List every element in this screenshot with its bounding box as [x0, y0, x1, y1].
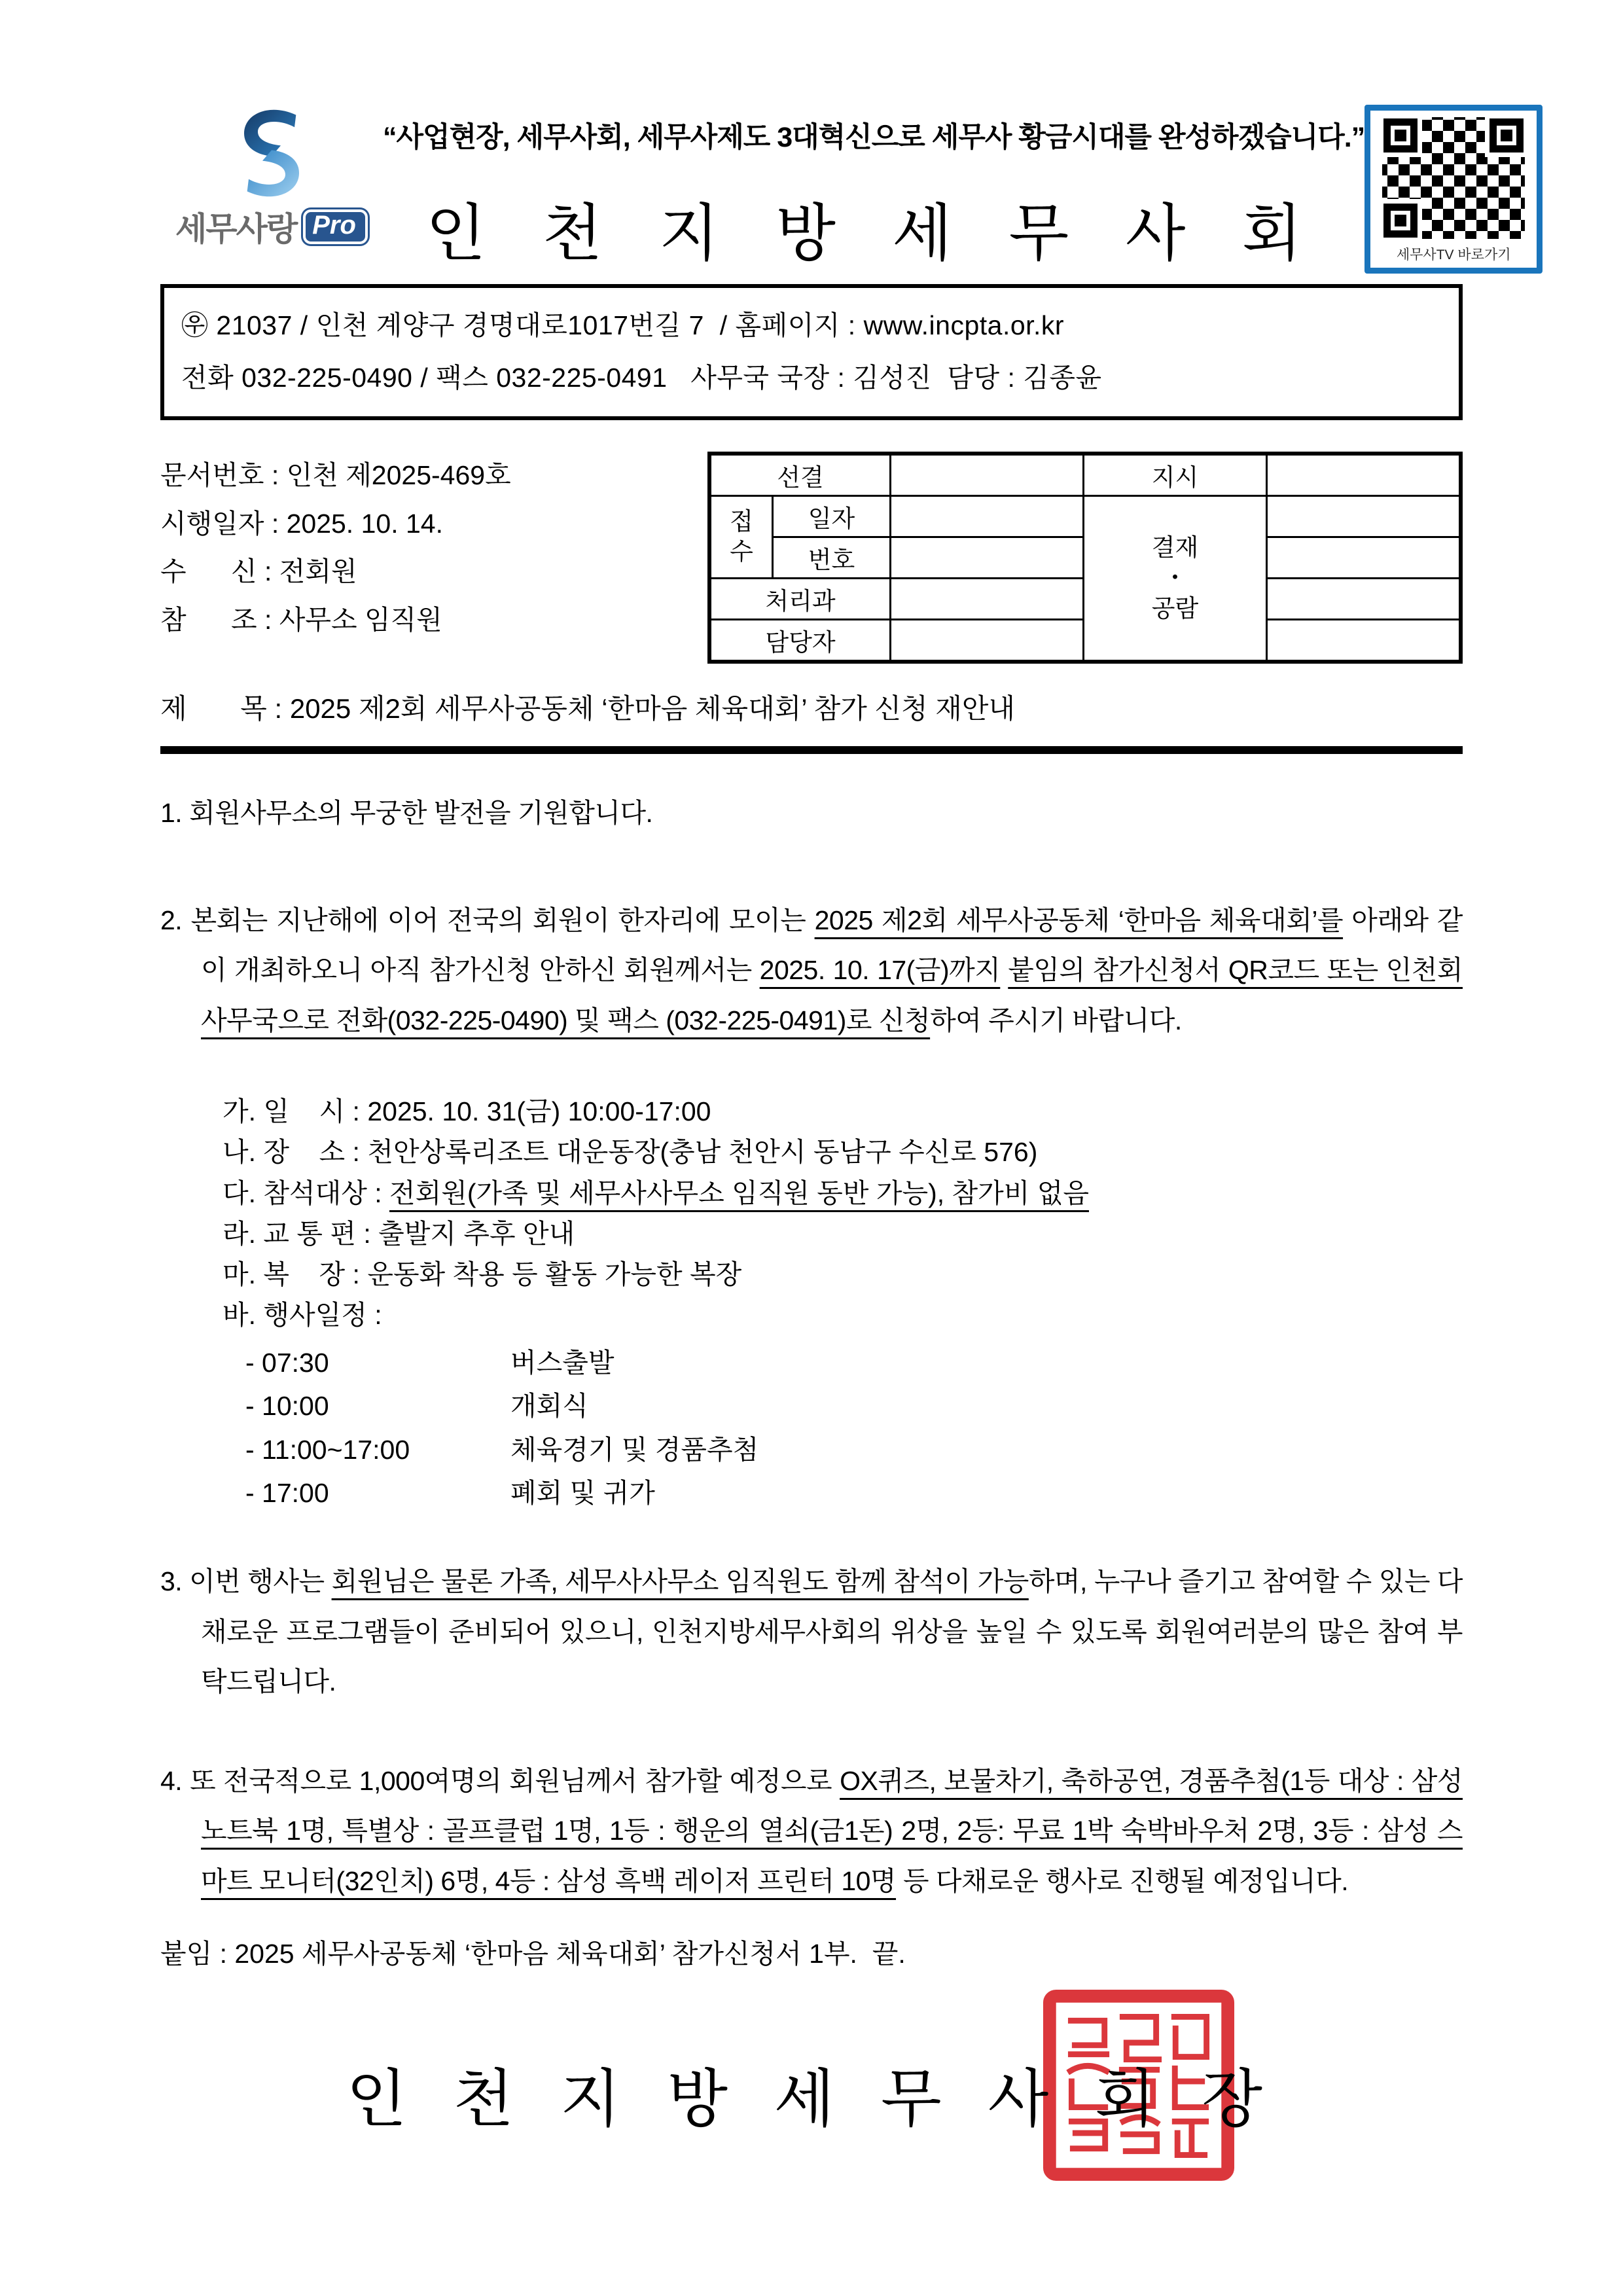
qr-code	[1382, 117, 1525, 239]
list-item-label: 바. 행사일정 :	[223, 1300, 382, 1331]
paragraph-3-text: 하며, 누구나 즐기고 참여할 수 있는 다채로운 프로그램들이 준비되어 있으니, 인천지방세무사회의 위상을 높일 수 있도록 회원여러분의 많은 참여 부탁드립니다.	[201, 1566, 1463, 1696]
approval-cell-empty	[1267, 454, 1461, 496]
approval-cell-empty	[1267, 537, 1461, 578]
approval-label-gyeoljae-gongnam	[1084, 495, 1267, 662]
approval-dot: ・	[1163, 564, 1187, 592]
doc-number-line: 문서번호 : 인천 제2025-469호	[160, 459, 511, 490]
header-title-block	[383, 98, 1364, 273]
slogan-text: “사업현장, 세무사회, 세무사제도 3대혁신으로 세무사 황금시대를 완성하겠습니다.”	[383, 122, 1365, 153]
approval-cell-empty	[1267, 495, 1461, 537]
approval-label-jeop: 접	[730, 508, 753, 535]
list-item-label: 다. 참석대상 :	[223, 1177, 389, 1208]
contact-phone-line: 전화 032-225-0490 / 팩스 032-225-0491 사무국 국장 : 김성진 담당 : 김종윤	[181, 362, 1102, 393]
paragraph-2-text: 하여 주시기 바랍니다.	[930, 1005, 1182, 1035]
qr-finder-icon	[1489, 118, 1524, 152]
semusarang-logo	[160, 107, 383, 250]
paragraph-2-underlined: 2025. 10. 17(금)까지	[759, 955, 1001, 986]
schedule-row	[245, 1428, 1463, 1471]
logo-wordmark	[160, 203, 383, 250]
approval-cell-empty	[1267, 619, 1461, 662]
schedule-event: 버스출발	[510, 1347, 615, 1378]
paragraph-3	[160, 1556, 1463, 1706]
approval-cell-empty	[891, 619, 1084, 662]
list-item-value-underlined: 전회원(가족 및 세무사사무소 임직원 동반 가능), 참가비 없음	[389, 1177, 1089, 1208]
approval-cell-empty	[891, 537, 1084, 578]
official-seal-stamp	[1042, 1987, 1236, 2183]
schedule-list	[245, 1341, 1463, 1515]
paragraph-4-underlined: OX퀴즈, 보물차기, 축하공연, 경품추첨(1등 대상 : 삼성노트북 1명, 특별상 : 골프클럽 1명, 1등 : 행운의 열쇠(금1돈) 2명, 2등: 무료 1박 숙박바우처 2명, 3등 : 삼성 스마트 모니터(32인치) 6명, 4등 : 삼성 흑백 레이저 프린터 10명	[201, 1766, 1463, 1896]
paragraph-1: 1. 회원사무소의 무궁한 발전을 기원합니다.	[160, 797, 653, 828]
contact-info-box	[160, 284, 1463, 420]
list-item-place	[223, 1132, 1463, 1172]
schedule-event: 체육경기 및 경품추첨	[510, 1434, 759, 1465]
list-item-label: 마. 복 장 :	[223, 1259, 368, 1290]
paragraph-3-text: 3. 이번 행사는	[160, 1566, 332, 1597]
list-item-label: 가. 일 시 :	[223, 1096, 368, 1126]
document-meta-row	[160, 452, 1463, 664]
schedule-time: - 17:00	[245, 1477, 329, 1508]
approval-label-jisi: 지시	[1084, 454, 1267, 496]
approval-cell-empty	[1267, 578, 1461, 619]
schedule-event: 폐회 및 귀가	[510, 1477, 655, 1508]
qr-code-box	[1364, 105, 1543, 274]
approval-label-seongyeol: 선결	[709, 454, 891, 496]
logo-pro-badge: Pro	[303, 209, 368, 244]
paragraph-2-text: 아래와 같이 개최하오니 아직 참가신청 안하신 회원께서는	[201, 905, 1463, 986]
approval-label-gongnam: 공람	[1151, 594, 1199, 622]
list-item-label: 나. 장 소 :	[223, 1137, 368, 1168]
subject-label: 제 목 :	[160, 692, 290, 724]
list-item-value: 천안상록리조트 대운동장(충남 천안시 동남구 수신로 576)	[367, 1137, 1038, 1168]
paragraph-3-underlined: 회원님은 물론 가족, 세무사사무소 임직원도 함께 참석이 가능	[331, 1566, 1029, 1597]
paragraph-4	[160, 1756, 1463, 1906]
schedule-row	[245, 1471, 1463, 1515]
approval-label-gyeoljae: 결재	[1151, 534, 1199, 561]
organization-title: 인 천 지 방 세 무 사 회	[425, 199, 1322, 268]
approval-label-ilja: 일자	[773, 495, 891, 537]
approval-cell-empty	[891, 454, 1084, 496]
subject-line	[160, 687, 1463, 726]
schedule-time: - 10:00	[245, 1391, 329, 1422]
logo-brand-text: 세무사랑	[175, 211, 297, 247]
approval-label-beonho: 번호	[773, 537, 891, 578]
paragraph-4-text: 등 다채로운 행사로 진행될 예정입니다.	[896, 1865, 1349, 1896]
doc-recipient-line: 수 신 : 전회원	[160, 556, 357, 587]
approval-label-su: 수	[730, 538, 753, 565]
doc-date-line: 시행일자 : 2025. 10. 14.	[160, 508, 443, 539]
paragraph-2-underlined: 붙임의 참가신청서 QR코드 또는 인천회 사무국으로 전화(032-225-0490) 및 팩스 (032-225-0491)로 신청	[201, 955, 1463, 1035]
qr-finder-icon	[1383, 204, 1418, 238]
list-item-schedule-header	[223, 1295, 1463, 1335]
contact-address-line: ㉾ 21037 / 인천 계양구 경명대로1017번길 7 / 홈페이지 : www.incpta.or.kr	[181, 310, 1065, 340]
list-item-value: 2025. 10. 31(금) 10:00-17:00	[367, 1096, 711, 1126]
paragraph-4-text: 4. 또 전국적으로 1,000여명의 회원님께서 참가할 예정으로	[160, 1766, 840, 1797]
attachment-note: 붙임 : 2025 세무사공동체 ‘한마음 체육대회’ 참가신청서 1부. 끝.	[160, 1938, 906, 1969]
approval-cell-empty	[891, 495, 1084, 537]
list-item-dress	[223, 1254, 1463, 1295]
list-item-transport	[223, 1213, 1463, 1254]
schedule-event: 개회식	[510, 1391, 588, 1422]
approval-stamp-table	[707, 452, 1463, 664]
list-item-value: 운동화 착용 등 활동 가능한 복장	[367, 1259, 742, 1290]
paragraph-2	[160, 895, 1463, 1045]
paragraph-2-underlined: 2025 제2회 세무사공동체 ‘한마음 체육대회’를	[814, 905, 1344, 936]
schedule-time: - 11:00~17:00	[245, 1434, 410, 1465]
subject-text: 2025 제2회 세무사공동체 ‘한마음 체육대회’ 참가 신청 재안내	[289, 692, 1016, 724]
list-item-label: 라. 교 통 편 :	[223, 1218, 379, 1249]
schedule-time: - 07:30	[245, 1347, 329, 1378]
document-header	[160, 98, 1511, 274]
event-detail-list	[223, 1091, 1463, 1336]
logo-s-icon	[232, 107, 311, 199]
signature-block	[160, 2049, 1463, 2285]
approval-label-cheoligwa: 처리과	[709, 578, 891, 619]
approval-cell-empty	[891, 578, 1084, 619]
approval-label-jeopsu	[709, 495, 773, 578]
qr-caption: 세무사TV 바로가기	[1396, 247, 1511, 262]
schedule-row	[245, 1341, 1463, 1384]
paragraph-2-text: 2. 본회는 지난해에 이어 전국의 회원이 한자리에 모이는	[160, 905, 815, 936]
divider-rule	[160, 746, 1463, 754]
list-item-date	[223, 1091, 1463, 1132]
doc-cc-line: 참 조 : 사무소 임직원	[160, 605, 442, 636]
signature-title: 인 천 지 방 세 무 사 회 장	[346, 2064, 1277, 2134]
qr-finder-icon	[1383, 118, 1418, 152]
document-info	[160, 452, 511, 664]
paragraph-2-text	[1000, 955, 1008, 985]
approval-label-damdangja: 담당자	[709, 619, 891, 662]
list-item-attendees	[223, 1173, 1463, 1213]
schedule-row	[245, 1384, 1463, 1427]
list-item-value: 출발지 추후 안내	[378, 1218, 575, 1249]
